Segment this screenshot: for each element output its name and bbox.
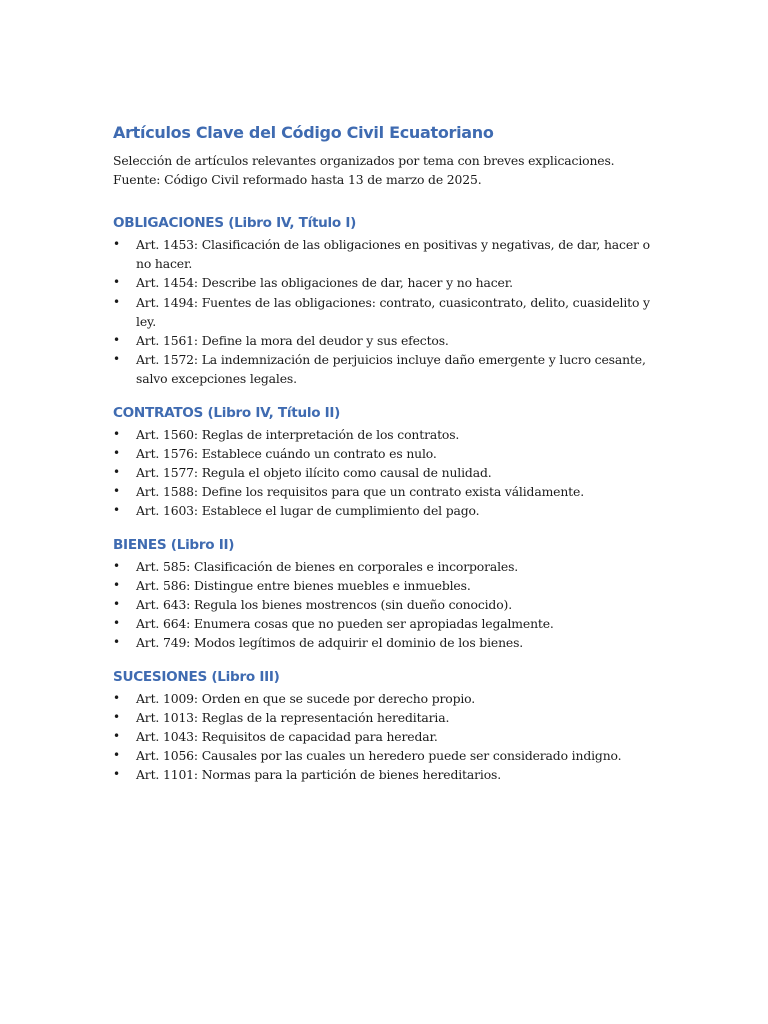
list-item-text: Art. 1454: Describe las obligaciones de dar, hacer y no hacer.	[136, 275, 513, 291]
bullet-icon: •	[113, 333, 120, 348]
list-item	[113, 576, 658, 595]
bullet-icon: •	[113, 484, 120, 499]
section-heading: CONTRATOS (Libro IV, Título II)	[113, 404, 341, 421]
bullet-icon: •	[113, 558, 120, 573]
list-item	[113, 425, 658, 444]
bullet-icon: •	[113, 237, 120, 251]
bullet-icon: •	[113, 690, 120, 705]
article-list	[113, 235, 658, 389]
bullet-icon: •	[113, 503, 120, 518]
document-title: Artículos Clave del Código Civil Ecuatoriano	[113, 123, 494, 142]
section-sucesiones	[113, 667, 658, 785]
list-item-text: Art. 1561: Define la mora del deudor y sus efectos.	[136, 333, 449, 349]
section-heading: SUCESIONES (Libro III)	[113, 668, 280, 685]
list-item-text: Art. 1603: Establece el lugar de cumplimiento del pago.	[136, 503, 480, 519]
bullet-icon: •	[113, 577, 120, 592]
list-item	[113, 293, 658, 331]
bullet-icon: •	[113, 616, 120, 631]
list-item-text: Art. 1013: Reglas de la representación hereditaria.	[136, 709, 450, 725]
list-item	[113, 689, 658, 708]
document-page	[113, 122, 658, 799]
article-list	[113, 425, 658, 521]
bullet-icon: •	[113, 275, 120, 290]
list-item	[113, 765, 658, 784]
bullet-icon: •	[113, 729, 120, 744]
list-item	[113, 463, 658, 482]
list-item	[113, 746, 658, 765]
list-item-text: Art. 1009: Orden en que se sucede por derecho propio.	[136, 690, 476, 706]
list-item-text: Art. 1056: Causales por las cuales un heredero puede ser considerado indigno.	[136, 748, 622, 764]
list-item	[113, 482, 658, 501]
list-item	[113, 235, 658, 273]
article-list	[113, 557, 658, 653]
list-item	[113, 273, 658, 292]
list-item-text: Art. 1101: Normas para la partición de bienes hereditarios.	[136, 767, 502, 783]
section-heading: BIENES (Libro II)	[113, 536, 235, 553]
bullet-icon: •	[113, 352, 120, 367]
bullet-icon: •	[113, 426, 120, 441]
section-contratos	[113, 403, 658, 521]
list-item-text: Art. 1577: Regula el objeto ilícito como causal de nulidad.	[136, 465, 492, 481]
article-list	[113, 689, 658, 785]
bullet-icon: •	[113, 767, 120, 782]
list-item	[113, 557, 658, 576]
list-item	[113, 331, 658, 350]
list-item-text: Art. 664: Enumera cosas que no pueden ser apropiadas legalmente.	[136, 616, 554, 632]
list-item	[113, 501, 658, 520]
list-item	[113, 727, 658, 746]
list-item	[113, 350, 658, 388]
section-heading: OBLIGACIONES (Libro IV, Título I)	[113, 215, 357, 231]
bullet-icon: •	[113, 748, 120, 763]
document-intro: Selección de artículos relevantes organizados por tema con breves explicaciones. Fuente: Código Civil reformado hasta 13 de marzo de 2025.	[113, 153, 615, 187]
list-item-text: Art. 1453: Clasificación de las obligaciones en positivas y negativas, de dar, hacer o no hacer.	[136, 237, 650, 272]
list-item	[113, 633, 658, 652]
list-item-text: Art. 749: Modos legítimos de adquirir el dominio de los bienes.	[136, 635, 524, 651]
bullet-icon: •	[113, 597, 120, 612]
list-item-text: Art. 1588: Define los requisitos para que un contrato exista válidamente.	[136, 484, 584, 500]
bullet-icon: •	[113, 709, 120, 724]
list-item	[113, 614, 658, 633]
list-item-text: Art. 1043: Requisitos de capacidad para heredar.	[136, 729, 438, 745]
section-obligaciones	[113, 213, 658, 389]
list-item	[113, 444, 658, 463]
bullet-icon: •	[113, 445, 120, 460]
bullet-icon: •	[113, 294, 120, 309]
list-item-text: Art. 1576: Establece cuándo un contrato es nulo.	[136, 445, 437, 461]
bullet-icon: •	[113, 635, 120, 650]
list-item-text: Art. 643: Regula los bienes mostrencos (sin dueño conocido).	[136, 597, 512, 613]
list-item-text: Art. 585: Clasificación de bienes en corporales e incorporales.	[136, 558, 519, 574]
bullet-icon: •	[113, 465, 120, 480]
list-item-text: Art. 1560: Reglas de interpretación de los contratos.	[136, 426, 460, 442]
list-item-text: Art. 586: Distingue entre bienes muebles e inmuebles.	[136, 577, 471, 593]
section-bienes	[113, 535, 658, 653]
list-item-text: Art. 1494: Fuentes de las obligaciones: contrato, cuasicontrato, delito, cuasidelito y ley.	[136, 294, 650, 329]
list-item	[113, 708, 658, 727]
list-item-text: Art. 1572: La indemnización de perjuicios incluye daño emergente y lucro cesante, salvo excepciones legales.	[136, 352, 646, 387]
list-item	[113, 595, 658, 614]
